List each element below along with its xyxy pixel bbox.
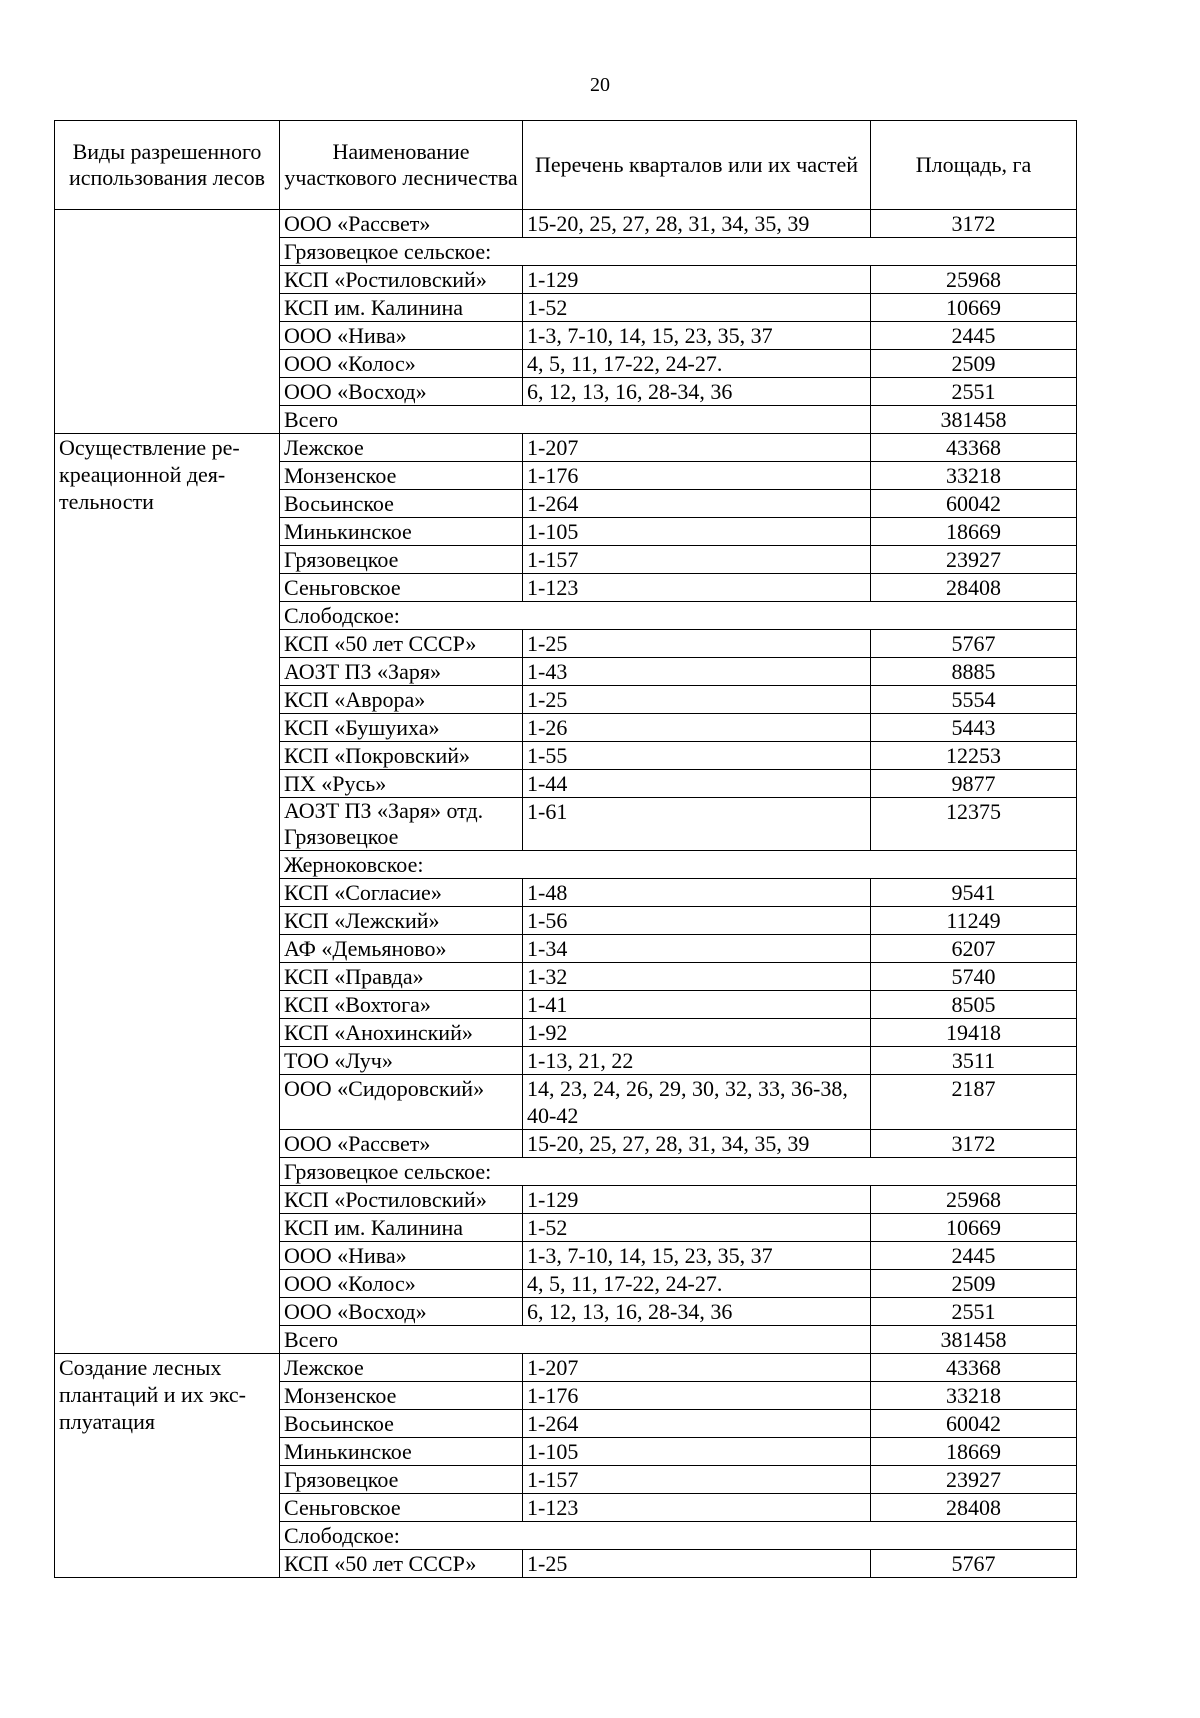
forestry-name: ООО «Колос»	[280, 350, 523, 378]
area-value: 5767	[871, 1550, 1077, 1578]
forestry-name: АОЗТ ПЗ «Заря»	[280, 658, 523, 686]
forestry-name: КСП «50 лет СССР»	[280, 1550, 523, 1578]
quarters-list: 1-207	[523, 434, 871, 462]
quarters-list: 1-92	[523, 1019, 871, 1047]
forestry-name: КСП «Вохтога»	[280, 991, 523, 1019]
forestry-name: ООО «Восход»	[280, 1298, 523, 1326]
area-value: 33218	[871, 1382, 1077, 1410]
header-area: Площадь, га	[871, 121, 1077, 210]
area-value: 9877	[871, 770, 1077, 798]
forestry-name: КСП «Аврора»	[280, 686, 523, 714]
area-value: 5554	[871, 686, 1077, 714]
forestry-name: КСП «Покровский»	[280, 742, 523, 770]
quarters-list: 1-34	[523, 935, 871, 963]
area-value: 2445	[871, 322, 1077, 350]
total-area: 381458	[871, 1326, 1077, 1354]
forestry-name: Монзенское	[280, 1382, 523, 1410]
forestry-group-name: Грязовецкое сельское:	[280, 238, 1077, 266]
area-value: 2551	[871, 1298, 1077, 1326]
header-quarters-list: Перечень кварталов или их частей	[523, 121, 871, 210]
forestry-name: ООО «Сидоровский»	[280, 1075, 523, 1130]
area-value: 9541	[871, 879, 1077, 907]
area-value: 19418	[871, 1019, 1077, 1047]
area-value: 12375	[871, 798, 1077, 851]
area-value: 5740	[871, 963, 1077, 991]
quarters-list: 1-32	[523, 963, 871, 991]
forestry-name: КСП «Ростиловский»	[280, 1186, 523, 1214]
forestry-name: КСП «Лежский»	[280, 907, 523, 935]
quarters-list: 1-207	[523, 1354, 871, 1382]
quarters-list: 1-44	[523, 770, 871, 798]
table-row	[55, 210, 1077, 238]
quarters-list: 1-157	[523, 546, 871, 574]
forestry-name: Минькинское	[280, 1438, 523, 1466]
quarters-list: 1-129	[523, 1186, 871, 1214]
quarters-list: 1-176	[523, 462, 871, 490]
quarters-list: 1-105	[523, 518, 871, 546]
area-value: 60042	[871, 490, 1077, 518]
forestry-name: КСП «Ростиловский»	[280, 266, 523, 294]
forestry-name: КСП «Согласие»	[280, 879, 523, 907]
quarters-list: 1-25	[523, 1550, 871, 1578]
area-value: 3172	[871, 210, 1077, 238]
quarters-list: 4, 5, 11, 17-22, 24-27.	[523, 1270, 871, 1298]
total-label: Всего	[280, 406, 871, 434]
area-value: 33218	[871, 462, 1077, 490]
forestry-name: Сеньговское	[280, 1494, 523, 1522]
area-value: 6207	[871, 935, 1077, 963]
quarters-list: 6, 12, 13, 16, 28-34, 36	[523, 1298, 871, 1326]
forestry-name: Сеньговское	[280, 574, 523, 602]
quarters-list: 15-20, 25, 27, 28, 31, 34, 35, 39	[523, 1130, 871, 1158]
forestry-name: ООО «Рассвет»	[280, 1130, 523, 1158]
forestry-name: ТОО «Луч»	[280, 1047, 523, 1075]
quarters-list: 1-48	[523, 879, 871, 907]
area-value: 3172	[871, 1130, 1077, 1158]
forestry-name: АОЗТ ПЗ «Заря» отд. Грязовецкое	[280, 798, 523, 851]
forestry-name: КСП им. Калинина	[280, 294, 523, 322]
quarters-list: 1-157	[523, 1466, 871, 1494]
quarters-list: 4, 5, 11, 17-22, 24-27.	[523, 350, 871, 378]
area-value: 8505	[871, 991, 1077, 1019]
forestry-name: Минькинское	[280, 518, 523, 546]
header-forestry-name: Наименование участкового лесничества	[280, 121, 523, 210]
area-value: 28408	[871, 574, 1077, 602]
quarters-list: 1-61	[523, 798, 871, 851]
forestry-name: КСП «50 лет СССР»	[280, 630, 523, 658]
forestry-name: Грязовецкое	[280, 1466, 523, 1494]
forestry-name: ООО «Нива»	[280, 1242, 523, 1270]
quarters-list: 1-3, 7-10, 14, 15, 23, 35, 37	[523, 322, 871, 350]
table-row	[55, 434, 1077, 462]
quarters-list: 1-264	[523, 490, 871, 518]
forestry-name: КСП «Правда»	[280, 963, 523, 991]
use-type-cell	[55, 210, 280, 434]
forestry-name: КСП «Бушуиха»	[280, 714, 523, 742]
quarters-list: 14, 23, 24, 26, 29, 30, 32, 33, 36-38, 40-42	[523, 1075, 871, 1130]
forestry-group-name: Грязовецкое сельское:	[280, 1158, 1077, 1186]
area-value: 3511	[871, 1047, 1077, 1075]
area-value: 2551	[871, 378, 1077, 406]
forestry-name: ООО «Рассвет»	[280, 210, 523, 238]
quarters-list: 1-26	[523, 714, 871, 742]
quarters-list: 1-55	[523, 742, 871, 770]
area-value: 43368	[871, 434, 1077, 462]
quarters-list: 1-105	[523, 1438, 871, 1466]
forestry-name: АФ «Демьяново»	[280, 935, 523, 963]
table-row	[55, 1354, 1077, 1382]
header-use-type: Виды разрешенного использования лесов	[55, 121, 280, 210]
quarters-list: 15-20, 25, 27, 28, 31, 34, 35, 39	[523, 210, 871, 238]
quarters-list: 1-3, 7-10, 14, 15, 23, 35, 37	[523, 1242, 871, 1270]
quarters-list: 1-25	[523, 686, 871, 714]
area-value: 18669	[871, 1438, 1077, 1466]
area-value: 11249	[871, 907, 1077, 935]
area-value: 10669	[871, 1214, 1077, 1242]
area-value: 23927	[871, 546, 1077, 574]
forestry-group-name: Жерноковское:	[280, 851, 1077, 879]
area-value: 23927	[871, 1466, 1077, 1494]
page-number: 20	[590, 74, 610, 96]
area-value: 18669	[871, 518, 1077, 546]
area-value: 2509	[871, 350, 1077, 378]
area-value: 43368	[871, 1354, 1077, 1382]
quarters-list: 1-264	[523, 1410, 871, 1438]
forestry-name: ПХ «Русь»	[280, 770, 523, 798]
area-value: 12253	[871, 742, 1077, 770]
area-value: 5767	[871, 630, 1077, 658]
forestry-name: Лежское	[280, 434, 523, 462]
area-value: 25968	[871, 1186, 1077, 1214]
forestry-name: Лежское	[280, 1354, 523, 1382]
total-label: Всего	[280, 1326, 871, 1354]
quarters-list: 1-56	[523, 907, 871, 935]
forestry-name: Восьинское	[280, 490, 523, 518]
quarters-list: 1-25	[523, 630, 871, 658]
quarters-list: 1-52	[523, 1214, 871, 1242]
forestry-group-name: Слободское:	[280, 602, 1077, 630]
quarters-list: 1-52	[523, 294, 871, 322]
area-value: 60042	[871, 1410, 1077, 1438]
forestry-name: ООО «Колос»	[280, 1270, 523, 1298]
forestry-name: КСП «Анохинский»	[280, 1019, 523, 1047]
quarters-list: 1-123	[523, 574, 871, 602]
area-value: 2187	[871, 1075, 1077, 1130]
quarters-list: 1-176	[523, 1382, 871, 1410]
forestry-group-name: Слободское:	[280, 1522, 1077, 1550]
forestry-name: ООО «Нива»	[280, 322, 523, 350]
quarters-list: 1-41	[523, 991, 871, 1019]
quarters-list: 6, 12, 13, 16, 28-34, 36	[523, 378, 871, 406]
use-type-cell: Осуществление ре-креационной дея-тельности	[55, 434, 280, 1354]
forestry-name: ООО «Восход»	[280, 378, 523, 406]
area-value: 8885	[871, 658, 1077, 686]
quarters-list: 1-43	[523, 658, 871, 686]
quarters-list: 1-129	[523, 266, 871, 294]
area-value: 25968	[871, 266, 1077, 294]
forestry-name: Грязовецкое	[280, 546, 523, 574]
use-type-cell: Создание лесных плантаций и их экс-плуатация	[55, 1354, 280, 1578]
forestry-name: КСП им. Калинина	[280, 1214, 523, 1242]
area-value: 5443	[871, 714, 1077, 742]
area-value: 2445	[871, 1242, 1077, 1270]
area-value: 2509	[871, 1270, 1077, 1298]
table-body	[55, 210, 1077, 1578]
quarters-list: 1-123	[523, 1494, 871, 1522]
table-header-row	[55, 121, 1077, 210]
area-value: 10669	[871, 294, 1077, 322]
forest-use-table	[54, 120, 1077, 1578]
area-value: 28408	[871, 1494, 1077, 1522]
quarters-list: 1-13, 21, 22	[523, 1047, 871, 1075]
forestry-name: Восьинское	[280, 1410, 523, 1438]
forestry-name: Монзенское	[280, 462, 523, 490]
total-area: 381458	[871, 406, 1077, 434]
